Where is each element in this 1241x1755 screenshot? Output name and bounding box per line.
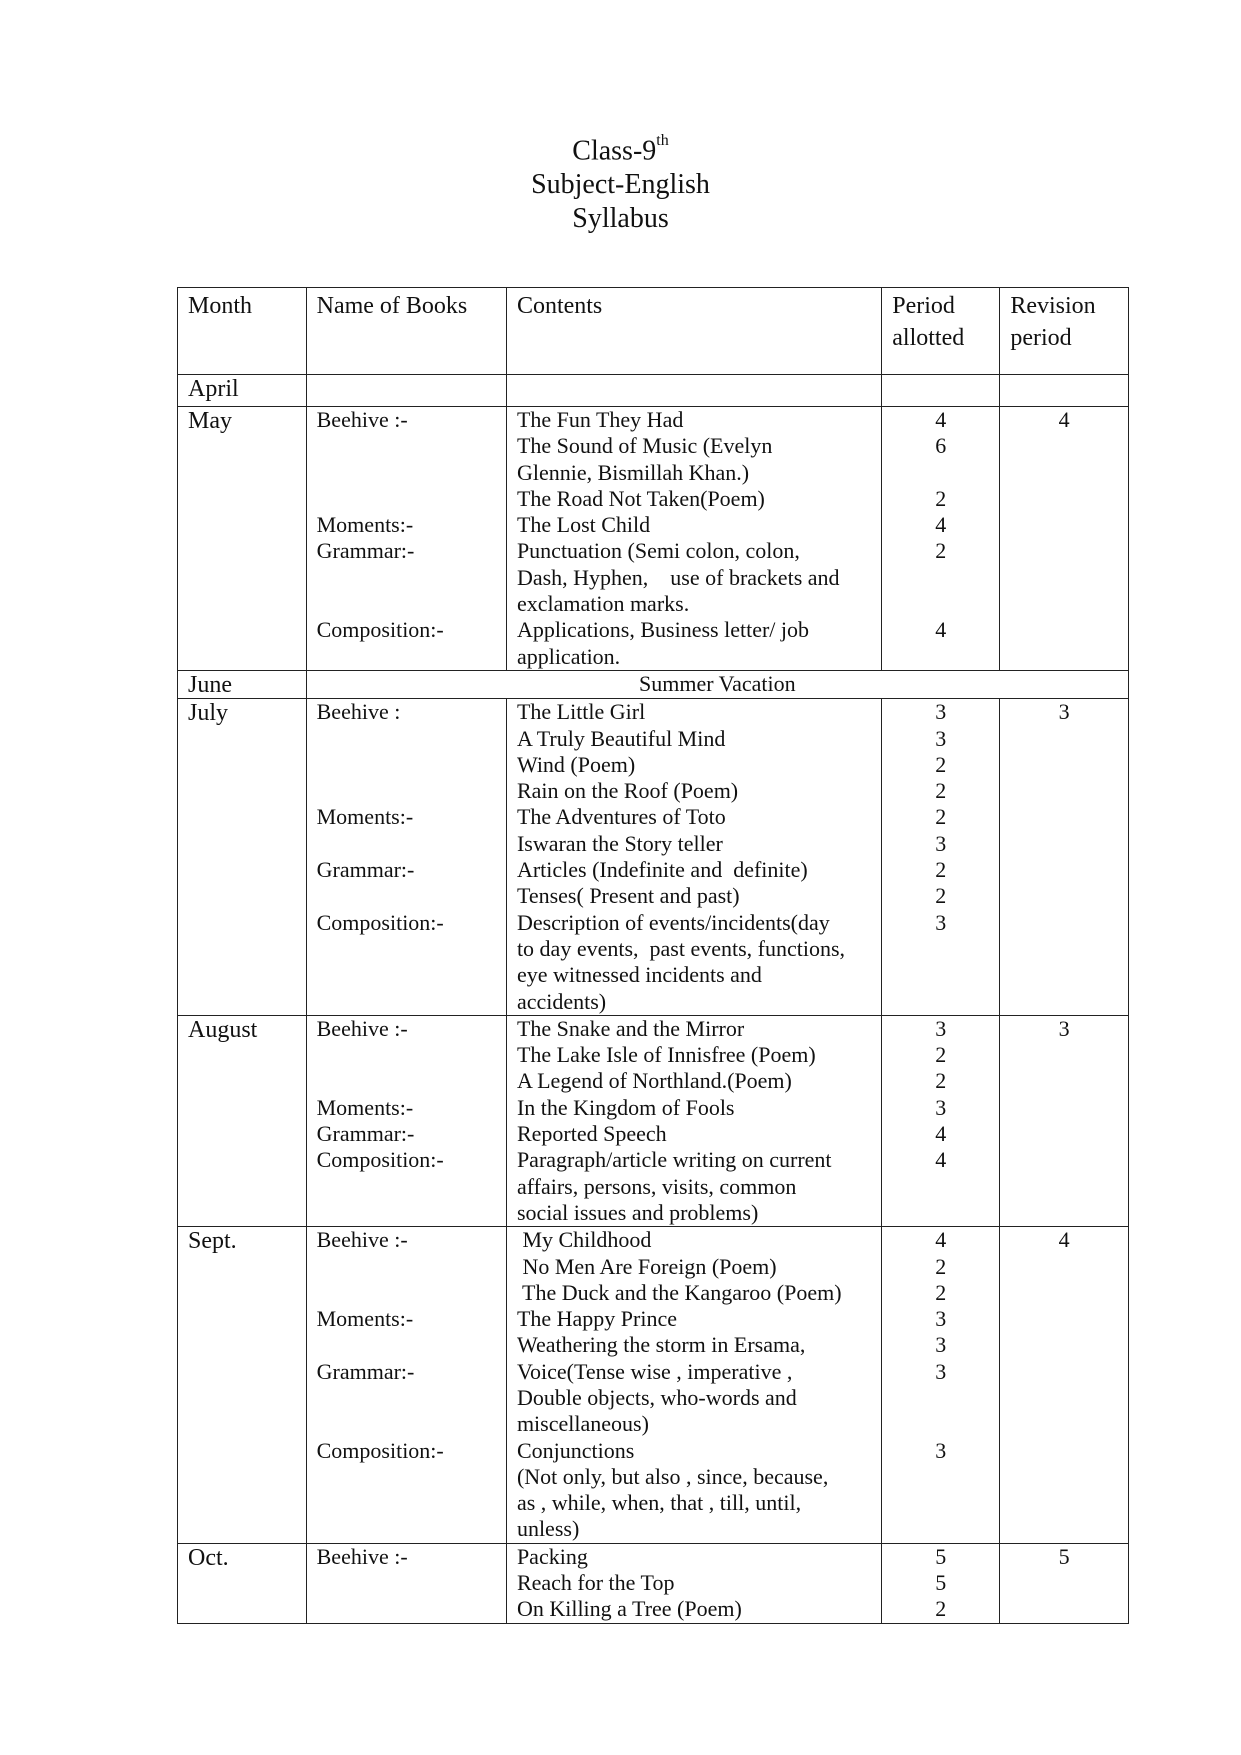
period-value: 4 — [935, 617, 947, 643]
content-line: Dash, Hyphen, use of brackets and — [516, 564, 840, 590]
table-row-june — [178, 670, 1129, 698]
book-name: Moments:- — [316, 512, 414, 538]
table-row-july — [178, 699, 1129, 1016]
period-value: 4 — [935, 1121, 947, 1147]
book-name — [317, 1516, 506, 1542]
book-name: Beehive :- — [316, 1543, 408, 1569]
month-cell: April — [178, 375, 307, 407]
contents-cell — [506, 699, 881, 1016]
content-line: exclamation marks. — [516, 591, 690, 617]
period-value — [882, 1490, 999, 1516]
book-name: Composition:- — [316, 1437, 444, 1463]
content-line: miscellaneous) — [516, 1411, 649, 1437]
period-value: 2 — [935, 1068, 947, 1094]
period-value — [882, 989, 999, 1015]
book-name — [317, 1490, 506, 1516]
period-cell — [882, 407, 1000, 671]
book-name — [317, 1068, 506, 1094]
content-line: Articles (Indefinite and definite) — [516, 857, 808, 883]
content-line: Iswaran the Story teller — [516, 830, 723, 856]
book-name — [317, 989, 506, 1015]
syllabus-table — [177, 287, 1129, 1624]
book-name — [317, 1385, 506, 1411]
table-row-may — [178, 407, 1129, 671]
book-name — [317, 1280, 506, 1306]
month-cell: May — [178, 407, 307, 671]
period-value — [882, 1411, 999, 1437]
period-value: 3 — [935, 1332, 947, 1358]
book-name: Grammar:- — [316, 857, 415, 883]
revision-cell: 3 — [1000, 1015, 1129, 1226]
book-name — [317, 644, 506, 670]
books-cell — [306, 407, 506, 671]
book-name: Composition:- — [316, 617, 444, 643]
period-value: 2 — [935, 1253, 947, 1279]
book-name — [317, 1174, 506, 1200]
content-line: The Happy Prince — [516, 1306, 677, 1332]
period-value: 2 — [935, 778, 947, 804]
book-name — [317, 1464, 506, 1490]
book-name: Beehive : — [316, 699, 401, 725]
book-name — [317, 726, 506, 752]
period-value — [882, 1385, 999, 1411]
subject-title: Subject-English — [531, 169, 710, 201]
books-cell — [306, 1227, 506, 1544]
content-line: Tenses( Present and past) — [516, 883, 740, 909]
content-line: Reported Speech — [516, 1121, 667, 1147]
month-cell: June — [178, 670, 307, 698]
period-value — [882, 591, 999, 617]
month-cell: Sept. — [178, 1227, 307, 1544]
period-value: 5 — [935, 1570, 947, 1596]
book-name — [317, 460, 506, 486]
period-value: 3 — [935, 1015, 947, 1041]
contents-cell — [506, 1015, 881, 1226]
period-value: 3 — [935, 1094, 947, 1120]
period-cell — [882, 1015, 1000, 1226]
period-value — [882, 1516, 999, 1542]
content-line: Packing — [516, 1543, 588, 1569]
period-value: 3 — [935, 1306, 947, 1332]
content-line: Glennie, Bismillah Khan.) — [516, 459, 750, 485]
book-name — [317, 1254, 506, 1280]
revision-cell: 4 — [1000, 407, 1129, 671]
book-name — [317, 486, 506, 512]
contents-cell — [506, 1227, 881, 1544]
content-line: In the Kingdom of Fools — [516, 1094, 735, 1120]
period-value: 2 — [935, 804, 947, 830]
period-value — [882, 1200, 999, 1226]
content-line: A Truly Beautiful Mind — [516, 725, 726, 751]
content-line: The Fun They Had — [516, 407, 684, 432]
content-line: On Killing a Tree (Poem) — [516, 1596, 742, 1622]
period-value — [882, 936, 999, 962]
content-line: The Adventures of Toto — [516, 804, 726, 830]
period-value: 2 — [935, 857, 947, 883]
syllabus-title: Syllabus — [572, 203, 669, 235]
content-line: No Men Are Foreign (Poem) — [516, 1253, 777, 1279]
book-name: Grammar:- — [316, 1358, 415, 1384]
book-name: Composition:- — [316, 1147, 444, 1173]
content-line: (Not only, but also , since, because, — [516, 1463, 829, 1489]
period-value — [882, 962, 999, 988]
content-line: The Sound of Music (Evelyn — [516, 433, 773, 459]
header-contents: Contents — [506, 288, 881, 375]
book-name — [317, 591, 506, 617]
book-name: Moments:- — [316, 1094, 414, 1120]
book-name — [317, 1200, 506, 1226]
table-row-sept — [178, 1227, 1129, 1544]
content-line: application. — [516, 643, 621, 669]
month-cell: July — [178, 699, 307, 1016]
period-value: 4 — [935, 407, 947, 432]
book-name — [317, 752, 506, 778]
month-cell: Oct. — [178, 1543, 307, 1623]
summer-vacation-note: Summer Vacation — [306, 670, 1128, 698]
content-line: The Road Not Taken(Poem) — [516, 485, 765, 511]
content-line: Paragraph/article writing on current — [516, 1147, 832, 1173]
period-cell — [882, 1543, 1000, 1623]
book-name — [317, 883, 506, 909]
revision-cell: 5 — [1000, 1543, 1129, 1623]
period-value: 2 — [935, 883, 947, 909]
month-cell: August — [178, 1015, 307, 1226]
table-row-april — [178, 375, 1129, 407]
period-value: 4 — [935, 1227, 947, 1253]
table-header-row — [178, 288, 1129, 375]
table-row-august — [178, 1015, 1129, 1226]
header-revision: Revision period — [1000, 288, 1129, 375]
content-line: The Snake and the Mirror — [516, 1015, 745, 1041]
period-value: 2 — [935, 751, 947, 777]
book-name: Beehive :- — [316, 1015, 408, 1041]
period-value: 5 — [935, 1543, 947, 1569]
books-cell — [306, 699, 506, 1016]
book-name — [317, 1332, 506, 1358]
book-name — [317, 831, 506, 857]
book-name: Grammar:- — [316, 1121, 415, 1147]
book-name — [317, 1411, 506, 1437]
period-value: 2 — [935, 485, 947, 511]
book-name — [317, 936, 506, 962]
header-month: Month — [178, 288, 307, 375]
content-line: The Lake Isle of Innisfree (Poem) — [516, 1042, 816, 1068]
period-value — [882, 460, 999, 486]
content-line: eye witnessed incidents and — [516, 962, 762, 988]
book-name: Moments:- — [316, 1306, 414, 1332]
book-name: Beehive :- — [316, 1227, 408, 1253]
book-name: Grammar:- — [316, 538, 415, 564]
revision-cell: 4 — [1000, 1227, 1129, 1544]
content-line: to day events, past events, functions, — [516, 935, 846, 961]
period-cell — [882, 1227, 1000, 1544]
content-line: Conjunctions — [516, 1437, 635, 1463]
period-value — [882, 644, 999, 670]
content-line: My Childhood — [516, 1227, 652, 1253]
contents-cell — [506, 1543, 881, 1623]
header-books: Name of Books — [306, 288, 506, 375]
content-line: A Legend of Northland.(Poem) — [516, 1068, 792, 1094]
content-line: The Little Girl — [516, 699, 646, 725]
header-period: Period allotted — [882, 288, 1000, 375]
content-line: as , while, when, that , till, until, — [516, 1490, 802, 1516]
period-value: 2 — [935, 538, 947, 564]
table-row-oct — [178, 1543, 1129, 1623]
period-value: 6 — [935, 433, 947, 459]
content-line: Rain on the Roof (Poem) — [516, 778, 739, 804]
period-value: 2 — [935, 1279, 947, 1305]
book-name — [317, 1596, 506, 1622]
content-line: Reach for the Top — [516, 1570, 675, 1596]
book-name — [317, 433, 506, 459]
period-value: 3 — [935, 830, 947, 856]
period-value — [882, 565, 999, 591]
period-value: 2 — [935, 1042, 947, 1068]
book-name — [317, 565, 506, 591]
period-value: 2 — [935, 1596, 947, 1622]
period-value — [882, 1464, 999, 1490]
content-line: Voice(Tense wise , imperative , — [516, 1358, 793, 1384]
books-cell — [306, 1015, 506, 1226]
content-line: accidents) — [516, 988, 607, 1014]
period-value: 4 — [935, 1147, 947, 1173]
content-line: affairs, persons, visits, common — [516, 1173, 797, 1199]
period-cell — [882, 699, 1000, 1016]
period-value: 3 — [935, 699, 947, 725]
books-cell — [306, 1543, 506, 1623]
book-name — [317, 778, 506, 804]
contents-cell — [506, 407, 881, 671]
period-value: 4 — [935, 512, 947, 538]
content-line: Applications, Business letter/ job — [516, 617, 810, 643]
book-name: Beehive :- — [316, 407, 408, 432]
period-value: 3 — [935, 725, 947, 751]
class-title: Class-9th — [572, 132, 669, 167]
content-line: Wind (Poem) — [516, 751, 636, 777]
content-line: Punctuation (Semi colon, colon, — [516, 538, 800, 564]
content-line: Weathering the storm in Ersama, — [516, 1332, 806, 1358]
revision-cell: 3 — [1000, 699, 1129, 1016]
period-value: 3 — [935, 909, 947, 935]
content-line: The Lost Child — [516, 512, 651, 538]
period-value: 3 — [935, 1358, 947, 1384]
content-line: The Duck and the Kangaroo (Poem) — [516, 1279, 842, 1305]
content-line: unless) — [516, 1516, 580, 1542]
content-line: Double objects, who-words and — [516, 1384, 797, 1410]
book-name: Composition:- — [316, 909, 444, 935]
content-line: Description of events/incidents(day — [516, 909, 830, 935]
period-value: 3 — [935, 1437, 947, 1463]
book-name — [317, 1570, 506, 1596]
book-name — [317, 1042, 506, 1068]
period-value — [882, 1174, 999, 1200]
content-line: social issues and problems) — [516, 1199, 759, 1225]
book-name — [317, 962, 506, 988]
book-name: Moments:- — [316, 804, 414, 830]
document-header — [0, 128, 1241, 236]
